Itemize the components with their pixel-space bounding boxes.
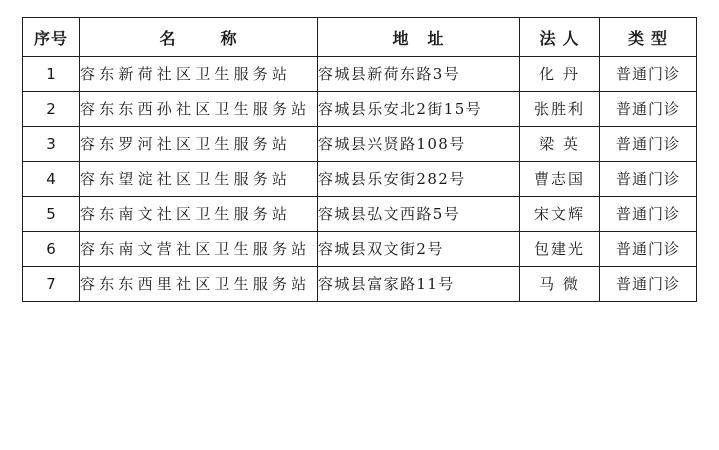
- row-address: 容城县富家路11号: [318, 267, 520, 302]
- row-serial-number: 6: [23, 232, 80, 267]
- row-address: 容城县乐安街282号: [318, 162, 520, 197]
- row-address: 容城县乐安北2街15号: [318, 92, 520, 127]
- row-type: 普通门诊: [600, 92, 697, 127]
- row-legal-person: 包建光: [520, 232, 600, 267]
- row-station-name: 容东罗河社区卫生服务站: [80, 127, 318, 162]
- row-address: 容城县双文街2号: [318, 232, 520, 267]
- row-address: 容城县弘文西路5号: [318, 197, 520, 232]
- row-legal-person: 化 丹: [520, 57, 600, 92]
- row-serial-number: 3: [23, 127, 80, 162]
- row-type: 普通门诊: [600, 57, 697, 92]
- row-station-name: 容东南文社区卫生服务站: [80, 197, 318, 232]
- row-type: 普通门诊: [600, 267, 697, 302]
- clinic-registry-table: [22, 17, 697, 302]
- row-type: 普通门诊: [600, 232, 697, 267]
- row-serial-number: 2: [23, 92, 80, 127]
- table-header-row: [23, 18, 697, 57]
- row-station-name: 容东东西里社区卫生服务站: [80, 267, 318, 302]
- header-address: 地 址: [318, 18, 520, 57]
- row-station-name: 容东东西孙社区卫生服务站: [80, 92, 318, 127]
- table-row: [23, 92, 697, 127]
- row-serial-number: 5: [23, 197, 80, 232]
- row-station-name: 容东新荷社区卫生服务站: [80, 57, 318, 92]
- row-address: 容城县兴贤路108号: [318, 127, 520, 162]
- table-row: [23, 57, 697, 92]
- row-station-name: 容东望淀社区卫生服务站: [80, 162, 318, 197]
- table-row: [23, 232, 697, 267]
- table-row: [23, 162, 697, 197]
- table-row: [23, 197, 697, 232]
- row-address: 容城县新荷东路3号: [318, 57, 520, 92]
- row-type: 普通门诊: [600, 197, 697, 232]
- row-legal-person: 宋文辉: [520, 197, 600, 232]
- row-legal-person: 曹志国: [520, 162, 600, 197]
- row-legal-person: 马 微: [520, 267, 600, 302]
- header-name: 名 称: [80, 18, 318, 57]
- row-type: 普通门诊: [600, 127, 697, 162]
- row-legal-person: 梁 英: [520, 127, 600, 162]
- row-serial-number: 4: [23, 162, 80, 197]
- row-legal-person: 张胜利: [520, 92, 600, 127]
- table-row: [23, 127, 697, 162]
- table-row: [23, 267, 697, 302]
- header-legal-person: 法 人: [520, 18, 600, 57]
- row-serial-number: 1: [23, 57, 80, 92]
- row-station-name: 容东南文营社区卫生服务站: [80, 232, 318, 267]
- header-serial-number: 序号: [23, 18, 80, 57]
- row-type: 普通门诊: [600, 162, 697, 197]
- header-type: 类 型: [600, 18, 697, 57]
- row-serial-number: 7: [23, 267, 80, 302]
